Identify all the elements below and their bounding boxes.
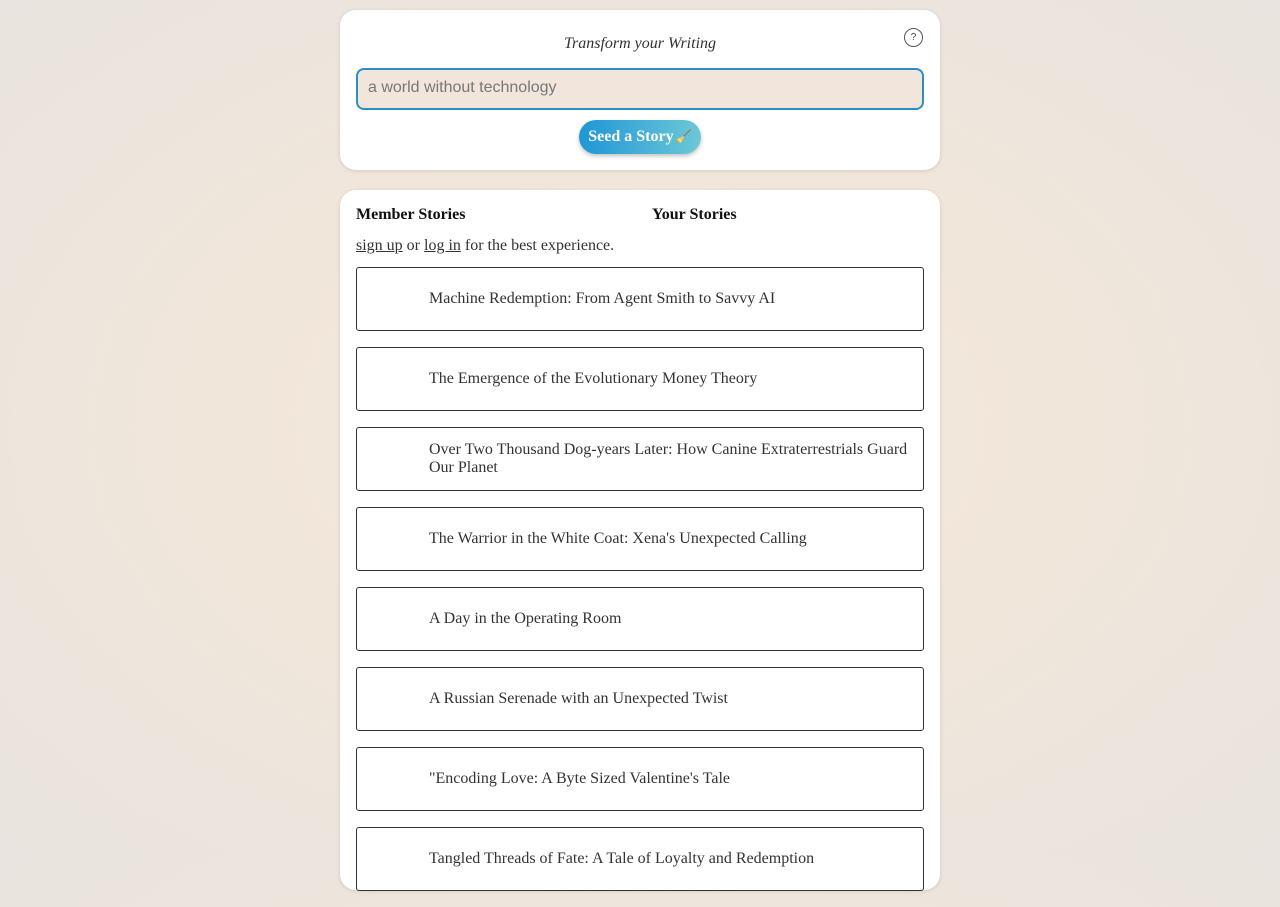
story-title: Machine Redemption: From Agent Smith to Savvy AI — [429, 290, 776, 307]
signin-or-text: or — [402, 237, 424, 254]
story-title: The Emergence of the Evolutionary Money Theory — [429, 370, 758, 387]
story-item[interactable] — [356, 827, 924, 891]
story-title: Tangled Threads of Fate: A Tale of Loyalty and Redemption — [429, 850, 815, 867]
seed-a-story-button[interactable] — [579, 120, 701, 154]
tab-member-stories[interactable]: Member Stories — [356, 206, 466, 223]
seed-button-label: Seed a Story — [588, 128, 674, 145]
story-item[interactable] — [356, 587, 924, 651]
story-item[interactable] — [356, 507, 924, 571]
page-title: Transform your Writing — [563, 35, 717, 52]
signin-suffix-text: for the best experience. — [460, 237, 615, 254]
story-item[interactable] — [356, 347, 924, 411]
story-title: Over Two Thousand Dog-years Later: How Canine Extraterrestrials Guard Our Planet — [429, 441, 908, 476]
story-item[interactable] — [356, 747, 924, 811]
broom-icon: 🧹 — [675, 129, 692, 145]
sign-up-link[interactable]: sign up — [356, 237, 403, 254]
story-title: The Warrior in the White Coat: Xena's Unexpected Calling — [429, 530, 807, 547]
story-item[interactable] — [356, 267, 924, 331]
story-item[interactable] — [356, 427, 924, 491]
tab-your-stories[interactable]: Your Stories — [652, 206, 737, 223]
story-title: A Russian Serenade with an Unexpected Twist — [429, 690, 728, 707]
story-item[interactable] — [356, 667, 924, 731]
story-title: A Day in the Operating Room — [429, 610, 622, 627]
help-icon[interactable]: ? — [904, 28, 923, 47]
story-prompt-input[interactable] — [356, 68, 924, 110]
story-list — [356, 267, 924, 907]
prompt-card — [340, 10, 940, 170]
story-title: "Encoding Love: A Byte Sized Valentine's Tale — [429, 770, 730, 787]
log-in-link[interactable]: log in — [424, 237, 461, 254]
stories-card — [340, 190, 940, 890]
signin-prompt — [356, 236, 614, 256]
